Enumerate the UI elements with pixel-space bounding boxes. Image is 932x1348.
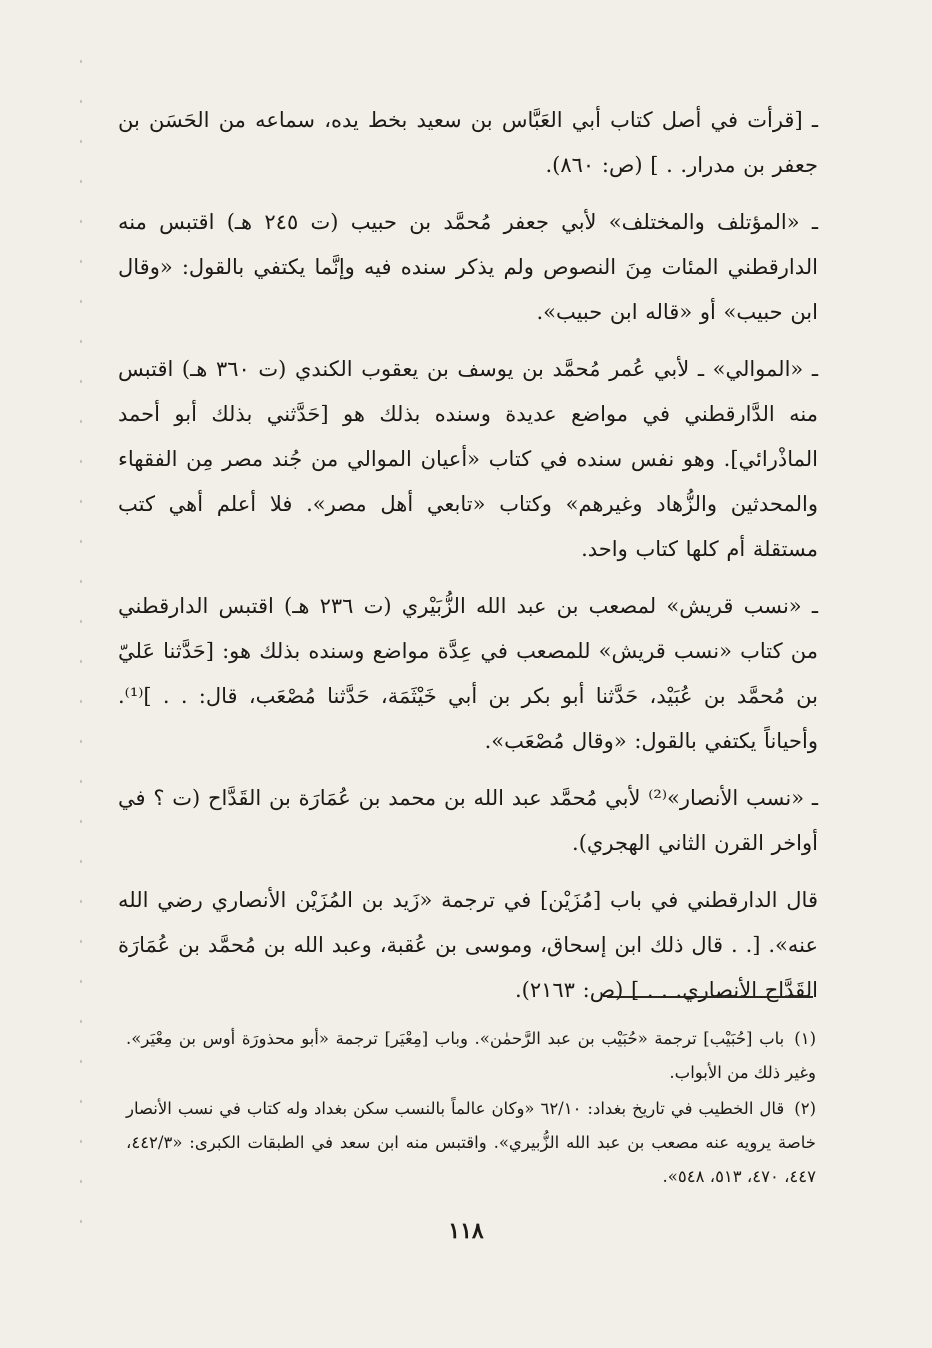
footnote-2 — [126, 1092, 816, 1194]
paragraph-6: قال الدارقطني في باب [مُزَيْن] في ترجمة «زَيد بن المُزَيْن الأنصاري رضي الله عنه». [. . قال ذلك ابن إسحاق، وموسى بن عُقبة، وعبد الله بن مُحمَّد بن عُمَارَة القَدَّاح الأنصاري. . . ] (ص: ٢١٦٣). — [118, 888, 818, 1002]
paragraph-2: ـ «المؤتلف والمختلف» لأبي جعفر مُحمَّد بن حبيب (ت ٢٤٥ هـ) اقتبس منه الدارقطني المئات مِنَ النصوص ولم يذكر سنده فيه وإنَّما يكتفي بالقول: «وقال ابن حبيب» أو «قاله ابن حبيب». — [118, 210, 819, 324]
footnote-1 — [126, 1022, 816, 1090]
footnote-divider — [607, 996, 813, 998]
main-text — [118, 98, 818, 1023]
paragraph-5: ـ «نسب الأنصار»⁽²⁾ لأبي مُحمَّد عبد الله بن محمد بن عُمَارَة بن القَدَّاح (ت ؟ في أواخر القرن الثاني الهجري). — [118, 786, 818, 855]
paragraph-4: ـ «نسب قريش» لمصعب بن عبد الله الزُّبَيْري (ت ٢٣٦ هـ) اقتبس الدارقطني من كتاب «نسب قريش» للمصعب في عِدَّة مواضع وسنده بذلك هو: [حَدَّثنا عَليّ بن مُحمَّد بن عُبَيْد، حَدَّثنا أبو بكر بن أبي خَيْثَمَة، حَدَّثنا مُصْعَب، قال: . . ]⁽¹⁾. وأحياناً يكتفي بالقول: «وقال مُصْعَب». — [118, 594, 818, 753]
margin-mark — [80, 60, 82, 1260]
footnote-number: (١) — [794, 1029, 816, 1048]
footnote-text: قال الخطيب في تاريخ بغداد: ٦٢/١٠ «وكان عالماً بالنسب سكن بغداد وله كتاب في نسب الأنصار خاصة يرويه عنه مصعب بن عبد الله الزُّبيري». واقتبس منه ابن سعد في الطبقات الكبرى: «٤٤٢/٣، ٤٤٧، ٤٧٠، ٥١٣، ٥٤٨». — [126, 1099, 816, 1186]
page-number: ١١٨ — [448, 1218, 484, 1244]
paragraph-1: ـ [قرأت في أصل كتاب أبي العَبَّاس بن سعيد بخط يده، سماعه من الحَسَن بن جعفر بن مدرار. . ] (ص: ٨٦٠). — [118, 108, 818, 177]
footnotes — [126, 1022, 816, 1196]
footnote-number: (٢) — [794, 1099, 816, 1118]
paragraph-3: ـ «الموالي» ـ لأبي عُمر مُحمَّد بن يوسف بن يعقوب الكندي (ت ٣٦٠ هـ) اقتبس منه الدَّارقطني في مواضع عديدة وسنده بذلك هو [حَدَّثني بذلك أبو أحمد الماذْرائي]. وهو نفس سنده في كتاب «أعيان الموالي من جُند مصر مِن الفقهاء والمحدثين والزُّهاد وغيرهم» وكتاب «تابعي أهل مصر». فلا أعلم أهي كتب مستقلة أم كلها كتاب واحد. — [118, 357, 819, 561]
footnote-text: باب [حُبَيْب] ترجمة «حُبَيْب بن عبد الرَّحمٰن». وباب [مِعْيَر] ترجمة «أبو محذورَة أوس بن مِعْيَر». وغير ذلك من الأبواب. — [126, 1029, 816, 1082]
